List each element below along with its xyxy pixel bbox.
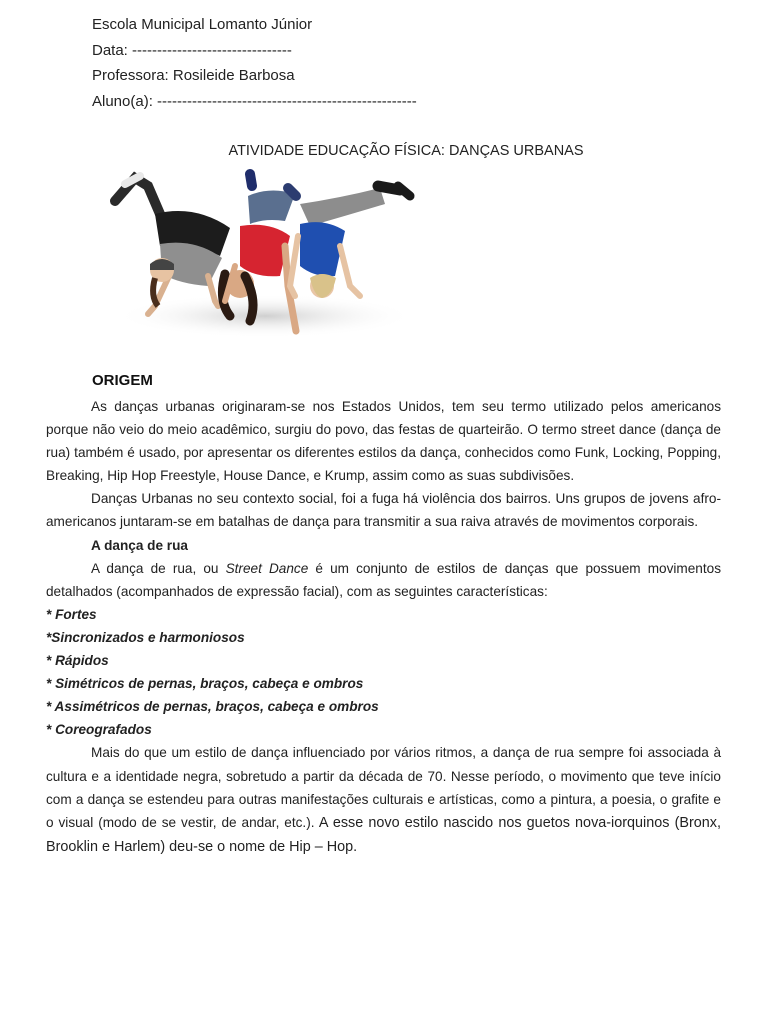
breakdancers-photo bbox=[100, 166, 430, 346]
dancer-right bbox=[290, 186, 410, 298]
page-title: ATIVIDADE EDUCAÇÃO FÍSICA: DANÇAS URBANAS bbox=[228, 143, 584, 159]
paragraph-1: As danças urbanas originaram-se nos Estados Unidos, tem seu termo utilizado pelos americanos porque não veio do meio acadêmico, surgiu do povo, das festas de quarteirão. O termo street dance (dança de rua) também é usado, por apresentar os diferentes estilos da dança, conhecidos como Funk, Locking, Popping, Breaking, Hip Hop Freestyle, House Dance, e Krump, assim como as suas subdivisões. bbox=[46, 399, 721, 484]
p4-part-a: Mais do que um estilo de dança influenciado por vários ritmos, a dança de rua sempre foi associada à cultura e a identidade negra, sobretudo a partir da década de 70. Nesse período, o movimento que teve início com a dança se estendeu para outras manifestações culturais e artísticas, como a pintura, a poesia, o grafite e o visual (modo de se vestir, de andar, etc.). bbox=[46, 745, 721, 830]
list-item: *Sincronizados e harmoniosos bbox=[46, 629, 245, 645]
p3-emphasis: Street Dance bbox=[225, 560, 309, 576]
p4-part-b: A esse novo estilo nascido nos guetos nova-iorquinos (Bronx, Brooklin e Harlem) deu-se o nome de Hip – Hop. bbox=[46, 814, 722, 855]
body-text bbox=[46, 395, 721, 859]
list-item: * Rápidos bbox=[46, 653, 109, 669]
dancer-left bbox=[115, 176, 230, 314]
list-item: * Fortes bbox=[46, 606, 97, 622]
date-field: Data: -------------------------------- bbox=[92, 42, 292, 59]
paragraph-2: Danças Urbanas no seu contexto social, foi a fuga há violência dos bairros. Uns grupos de jovens afro-americanos juntaram-se em batalhas de dança para transmitir a sua raiva através de movimentos corporais. bbox=[46, 491, 721, 530]
list-item: * Simétricos de pernas, braços, cabeça e ombros bbox=[46, 676, 364, 692]
list-item: * Coreografados bbox=[46, 722, 152, 738]
p3-before: A dança de rua, ou bbox=[91, 560, 226, 576]
p3-after: é um conjunto de estilos de danças que possuem movimentos detalhados (acompanhados de expressão facial), com as seguintes características: bbox=[46, 560, 721, 599]
section-heading-origem: ORIGEM bbox=[92, 372, 153, 389]
paragraph-3 bbox=[46, 557, 721, 603]
student-field: Aluno(a): ---------------------------------------------------- bbox=[92, 93, 417, 110]
school-name: Escola Municipal Lomanto Júnior bbox=[92, 16, 313, 33]
subheading-danca-de-rua: A dança de rua bbox=[91, 537, 188, 553]
list-item: * Assimétricos de pernas, braços, cabeça e ombros bbox=[46, 699, 379, 715]
paragraph-4 bbox=[46, 741, 721, 858]
teacher-name: Professora: Rosileide Barbosa bbox=[92, 67, 295, 84]
